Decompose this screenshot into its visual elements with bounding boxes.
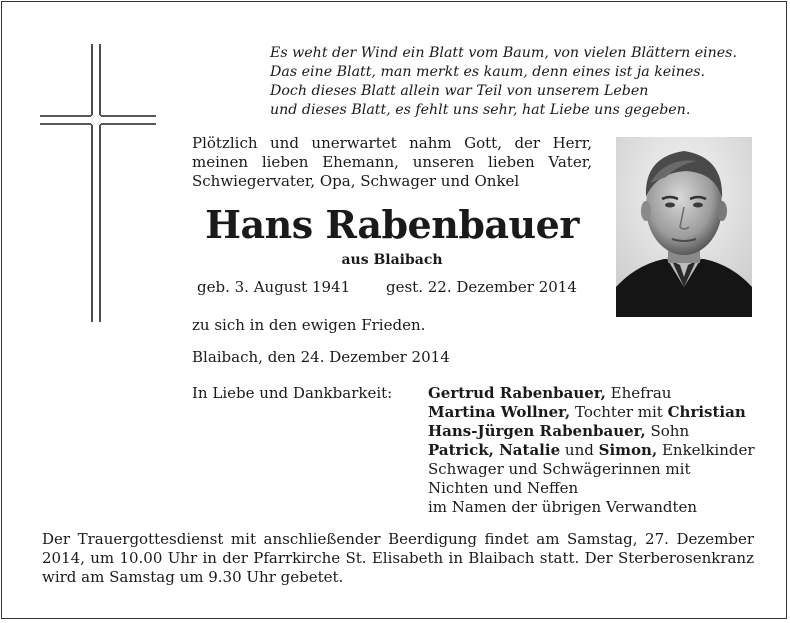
place-date: Blaibach, den 24. Dezember 2014 <box>192 348 450 366</box>
poem-line: Das eine Blatt, man merkt es kaum, denn eines ist ja keines. <box>270 64 706 80</box>
mourner-relation: Enkelkinder <box>661 441 755 459</box>
deceased-name: Hans Rabenbauer <box>205 202 579 247</box>
mourner-relation: Ehefrau <box>610 384 672 402</box>
poem <box>270 44 770 120</box>
mourner-line <box>428 422 768 441</box>
mourner-line: Nichten und Neffen <box>428 479 579 497</box>
mourner-name: Martina Wollner, <box>428 403 571 421</box>
poem-line: Doch dieses Blatt allein war Teil von unserem Leben <box>270 83 649 99</box>
obituary-notice <box>1 1 787 619</box>
cross-icon <box>40 44 156 322</box>
mourner-name: Patrick, Natalie <box>428 441 561 459</box>
poem-line: Es weht der Wind ein Blatt vom Baum, von vielen Blättern eines. <box>270 45 737 61</box>
portrait-photo <box>616 137 752 317</box>
thanks-label: In Liebe und Dankbarkeit: <box>192 384 393 402</box>
mourner-name: Christian <box>667 403 746 421</box>
funeral-service-text: Der Trauergottesdienst mit anschließender Beerdigung findet am Samstag, 27. Dezember 2014, um 10.00 Uhr in der Pfarrkirche St. Elisabeth in Blaibach statt. Der Sterberosenkranz wird am Samstag um 9.30 Uhr gebetet. <box>42 530 754 586</box>
death-date: gest. 22. Dezember 2014 <box>386 278 577 296</box>
mourner-line <box>428 403 768 422</box>
birth-date: geb. 3. August 1941 <box>197 278 351 296</box>
mourner-connector: und <box>564 441 594 459</box>
deceased-origin: aus Blaibach <box>341 252 443 268</box>
poem-line: und dieses Blatt, es fehlt uns sehr, hat Liebe uns gegeben. <box>270 102 691 118</box>
mourner-name: Simon, <box>598 441 658 459</box>
peace-text: zu sich in den ewigen Frieden. <box>192 316 426 334</box>
mourner-line <box>428 384 768 403</box>
mourner-relation: Sohn <box>650 422 690 440</box>
mourner-line: im Namen der übrigen Verwandten <box>428 498 698 516</box>
intro-text: Plötzlich und unerwartet nahm Gott, der Herr, meinen lieben Ehemann, unseren lieben Vater, Schwiegervater, Opa, Schwager und Onkel <box>192 134 592 190</box>
mourner-name: Hans-Jürgen Rabenbauer, <box>428 422 646 440</box>
mourner-relation: Tochter mit <box>575 403 663 421</box>
mourner-name: Gertrud Rabenbauer, <box>428 384 606 402</box>
mourner-line <box>428 441 768 460</box>
mourner-line: Schwager und Schwägerinnen mit <box>428 460 691 478</box>
mourners-list <box>428 384 768 517</box>
